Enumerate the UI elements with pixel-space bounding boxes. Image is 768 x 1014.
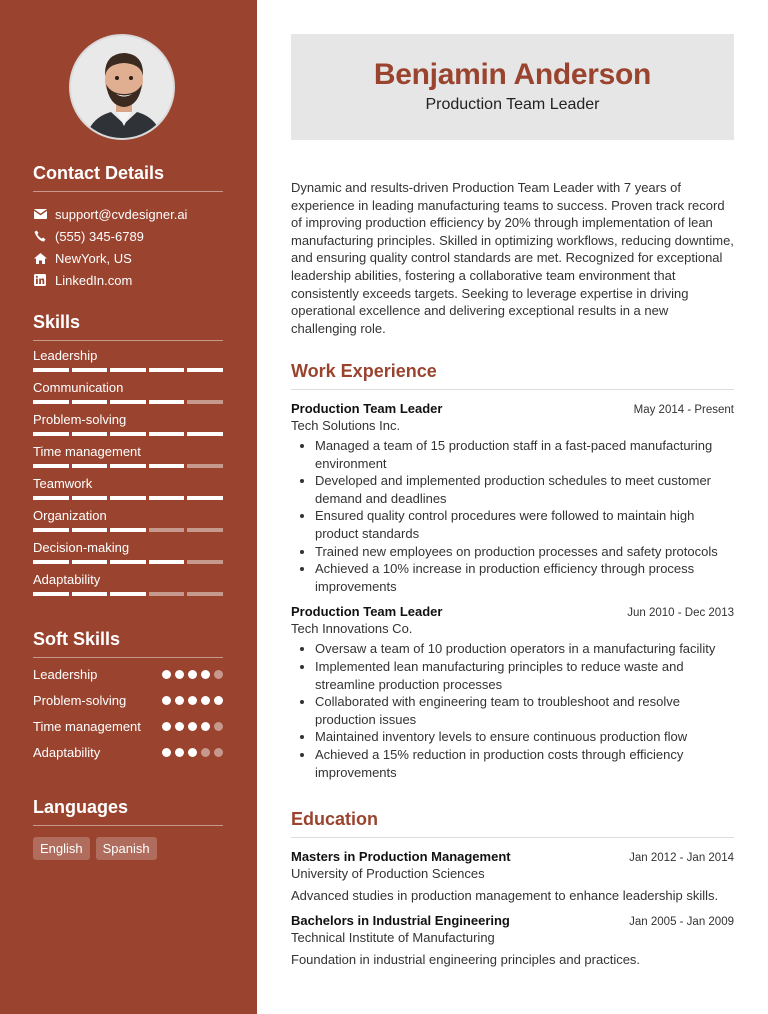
envelope-icon	[33, 207, 47, 221]
education-date: Jan 2005 - Jan 2009	[629, 916, 734, 928]
job-bullets	[291, 437, 734, 595]
education-description: Foundation in industrial engineering principles and practices.	[291, 952, 641, 967]
skill-row	[33, 405, 223, 437]
contact-linkedin[interactable]	[33, 269, 223, 291]
skill-label: Adaptability	[33, 572, 101, 587]
soft-skills-list	[33, 666, 223, 762]
skill-level-bar	[33, 368, 223, 372]
degree-title: Bachelors in Industrial Engineering	[291, 913, 510, 928]
skill-bar-segment	[149, 432, 185, 436]
skill-bar-segment	[187, 560, 223, 564]
job-title: Production Team Leader	[291, 604, 443, 620]
location-text: NewYork, US	[55, 250, 132, 266]
skills-heading: Skills	[33, 312, 81, 332]
contact-heading: Contact Details	[33, 163, 165, 183]
divider	[33, 191, 223, 192]
skill-level-bar	[33, 592, 223, 596]
candidate-title: Production Team Leader	[425, 96, 600, 113]
skill-bar-segment	[110, 368, 146, 372]
skill-label: Leadership	[33, 348, 98, 363]
soft-skill-rating	[162, 666, 223, 679]
school-name: University of Production Sciences	[291, 866, 485, 881]
education-date: Jan 2012 - Jan 2014	[629, 852, 734, 864]
soft-skills-section	[33, 629, 223, 762]
skill-bar-segment	[149, 592, 185, 596]
skill-label: Decision-making	[33, 540, 130, 555]
rating-dot	[175, 722, 184, 731]
skill-bar-segment	[72, 400, 108, 404]
skill-bar-segment	[187, 496, 223, 500]
rating-dot	[188, 722, 197, 731]
skill-label: Teamwork	[33, 476, 93, 491]
rating-dot	[214, 722, 223, 731]
home-icon	[33, 251, 47, 265]
contact-location	[33, 247, 223, 269]
list-item: • Oversaw a team of 10 production operators in a manufacturing facility	[315, 640, 734, 658]
skill-bar-segment	[33, 432, 69, 436]
rating-dot	[214, 748, 223, 757]
list-item: • Achieved a 15% reduction in production costs through efficiency improvements	[315, 746, 734, 781]
rating-dot	[175, 670, 184, 679]
school-name: Technical Institute of Manufacturing	[291, 930, 495, 945]
soft-skill-row	[33, 718, 223, 736]
skill-row	[33, 341, 223, 373]
soft-skills-heading: Soft Skills	[33, 629, 121, 649]
skill-bar-segment	[33, 560, 69, 564]
skill-bar-segment	[187, 368, 223, 372]
skill-bar-segment	[187, 400, 223, 404]
skill-bar-segment	[149, 560, 185, 564]
skill-row	[33, 501, 223, 533]
soft-skill-label: Problem-solving	[33, 693, 127, 708]
education-description: Advanced studies in production management to enhance leadership skills.	[291, 888, 719, 903]
skill-level-bar	[33, 560, 223, 564]
education-entry	[291, 913, 734, 967]
degree-title: Masters in Production Management	[291, 849, 511, 864]
list-item: • Collaborated with engineering team to troubleshoot and resolve production issues	[315, 693, 734, 728]
skill-bar-segment	[72, 496, 108, 500]
skill-row	[33, 373, 223, 405]
skill-bar-segment	[33, 464, 69, 468]
rating-dot	[214, 670, 223, 679]
linkedin-icon	[33, 273, 47, 287]
skill-bar-segment	[33, 528, 69, 532]
soft-skill-row	[33, 744, 223, 762]
divider	[291, 389, 734, 390]
soft-skill-row	[33, 692, 223, 710]
skill-bar-segment	[72, 464, 108, 468]
list-item: • Developed and implemented production schedules to meet customer demand and deadlines	[315, 472, 734, 507]
skill-bar-segment	[110, 592, 146, 596]
skill-row	[33, 437, 223, 469]
candidate-name: Benjamin Anderson	[373, 58, 652, 91]
skill-bar-segment	[110, 496, 146, 500]
work-experience-section	[291, 361, 734, 781]
skill-bar-segment	[149, 400, 185, 404]
skill-bar-segment	[187, 432, 223, 436]
skill-bar-segment	[72, 560, 108, 564]
skill-label: Organization	[33, 508, 107, 523]
soft-skill-label: Adaptability	[33, 745, 101, 760]
contact-section	[33, 163, 223, 291]
skill-bar-segment	[72, 432, 108, 436]
rating-dot	[201, 748, 210, 757]
email-text[interactable]: support@cvdesigner.ai	[55, 206, 188, 222]
skill-bar-segment	[110, 400, 146, 404]
skill-bar-segment	[72, 528, 108, 532]
skill-bar-segment	[149, 368, 185, 372]
rating-dot	[188, 670, 197, 679]
skill-level-bar	[33, 496, 223, 500]
list-item: • Implemented lean manufacturing principles to reduce waste and streamline production processes	[315, 658, 734, 693]
soft-skill-rating	[162, 718, 223, 731]
divider	[291, 837, 734, 838]
rating-dot	[201, 696, 210, 705]
soft-skill-rating	[162, 692, 223, 705]
job-date: Jun 2010 - Dec 2013	[627, 607, 734, 620]
divider	[33, 825, 223, 826]
list-item: • Ensured quality control procedures were followed to maintain high product standards	[315, 507, 734, 542]
education-section	[291, 809, 734, 967]
rating-dot	[188, 696, 197, 705]
job-entry	[291, 401, 734, 595]
skill-bar-segment	[149, 464, 185, 468]
phone-text[interactable]: (555) 345-6789	[55, 228, 144, 244]
skill-level-bar	[33, 400, 223, 404]
rating-dot	[162, 670, 171, 679]
language-chip: English	[33, 837, 90, 860]
contact-email[interactable]	[33, 203, 223, 225]
skill-row	[33, 565, 223, 597]
skill-bar-segment	[33, 496, 69, 500]
job-entry	[291, 604, 734, 781]
education-heading: Education	[291, 809, 379, 829]
skill-bar-segment	[149, 496, 185, 500]
skill-bar-segment	[110, 464, 146, 468]
skill-bar-segment	[33, 592, 69, 596]
soft-skill-label: Leadership	[33, 667, 98, 682]
list-item: • Achieved a 10% increase in production efficiency through process improvements	[315, 560, 734, 595]
soft-skill-label: Time management	[33, 719, 141, 734]
job-bullets	[291, 640, 734, 781]
skill-label: Communication	[33, 380, 124, 395]
name-header	[291, 34, 734, 140]
skill-level-bar	[33, 528, 223, 532]
job-title: Production Team Leader	[291, 401, 443, 416]
phone-icon	[33, 229, 47, 243]
soft-skill-rating	[162, 744, 223, 757]
avatar	[69, 34, 175, 140]
language-chip: Spanish	[96, 837, 157, 860]
list-item: • Trained new employees on production processes and safety protocols	[315, 543, 734, 561]
skill-row	[33, 469, 223, 501]
rating-dot	[201, 670, 210, 679]
job-company: Tech Solutions Inc.	[291, 418, 401, 433]
profile-summary: Dynamic and results-driven Production Team Leader with 7 years of experience in leading manufacturing teams to success. Proven track record of improving production efficiency by 20% through implementation of lean manufacturing principles. Skilled in optimizing workflows, reducing downtime, and ensuring quality control standards are met. Recognized for exceptional leadership abilities, fostering a collaborative team environment that consistently exceeds targets. Seeking to leverage expertise in driving operational excellence and delivering exceptional results in a new challenging role.	[291, 180, 734, 336]
skill-label: Problem-solving	[33, 412, 127, 427]
contact-phone[interactable]	[33, 225, 223, 247]
skill-label: Time management	[33, 444, 141, 459]
soft-skill-row	[33, 666, 223, 684]
skill-level-bar	[33, 432, 223, 436]
rating-dot	[214, 696, 223, 705]
sidebar	[0, 0, 257, 1014]
skill-bar-segment	[187, 464, 223, 468]
languages-heading: Languages	[33, 797, 129, 817]
list-item: • Maintained inventory levels to ensure continuous production flow	[315, 728, 734, 746]
skills-section	[33, 312, 223, 597]
skill-bar-segment	[110, 560, 146, 564]
skill-bar-segment	[187, 528, 223, 532]
work-experience-heading: Work Experience	[291, 361, 437, 381]
skill-bar-segment	[110, 432, 146, 436]
rating-dot	[162, 748, 171, 757]
education-entry	[291, 849, 734, 903]
linkedin-text[interactable]: LinkedIn.com	[55, 272, 133, 288]
rating-dot	[162, 696, 171, 705]
divider	[33, 657, 223, 658]
skill-row	[33, 533, 223, 565]
skill-level-bar	[33, 464, 223, 468]
skill-bar-segment	[33, 368, 69, 372]
rating-dot	[175, 748, 184, 757]
job-date: May 2014 - Present	[633, 404, 734, 416]
skill-bar-segment	[110, 528, 146, 532]
skill-bar-segment	[72, 592, 108, 596]
skill-bar-segment	[33, 400, 69, 404]
skills-list	[33, 341, 223, 597]
rating-dot	[201, 722, 210, 731]
skill-bar-segment	[72, 368, 108, 372]
skill-bar-segment	[187, 592, 223, 596]
languages-section	[33, 797, 223, 860]
rating-dot	[162, 722, 171, 731]
list-item: • Managed a team of 15 production staff in a fast-paced manufacturing environment	[315, 437, 734, 472]
job-company: Tech Innovations Co.	[291, 621, 413, 637]
skill-bar-segment	[149, 528, 185, 532]
rating-dot	[175, 696, 184, 705]
profile-photo	[71, 36, 175, 140]
rating-dot	[188, 748, 197, 757]
